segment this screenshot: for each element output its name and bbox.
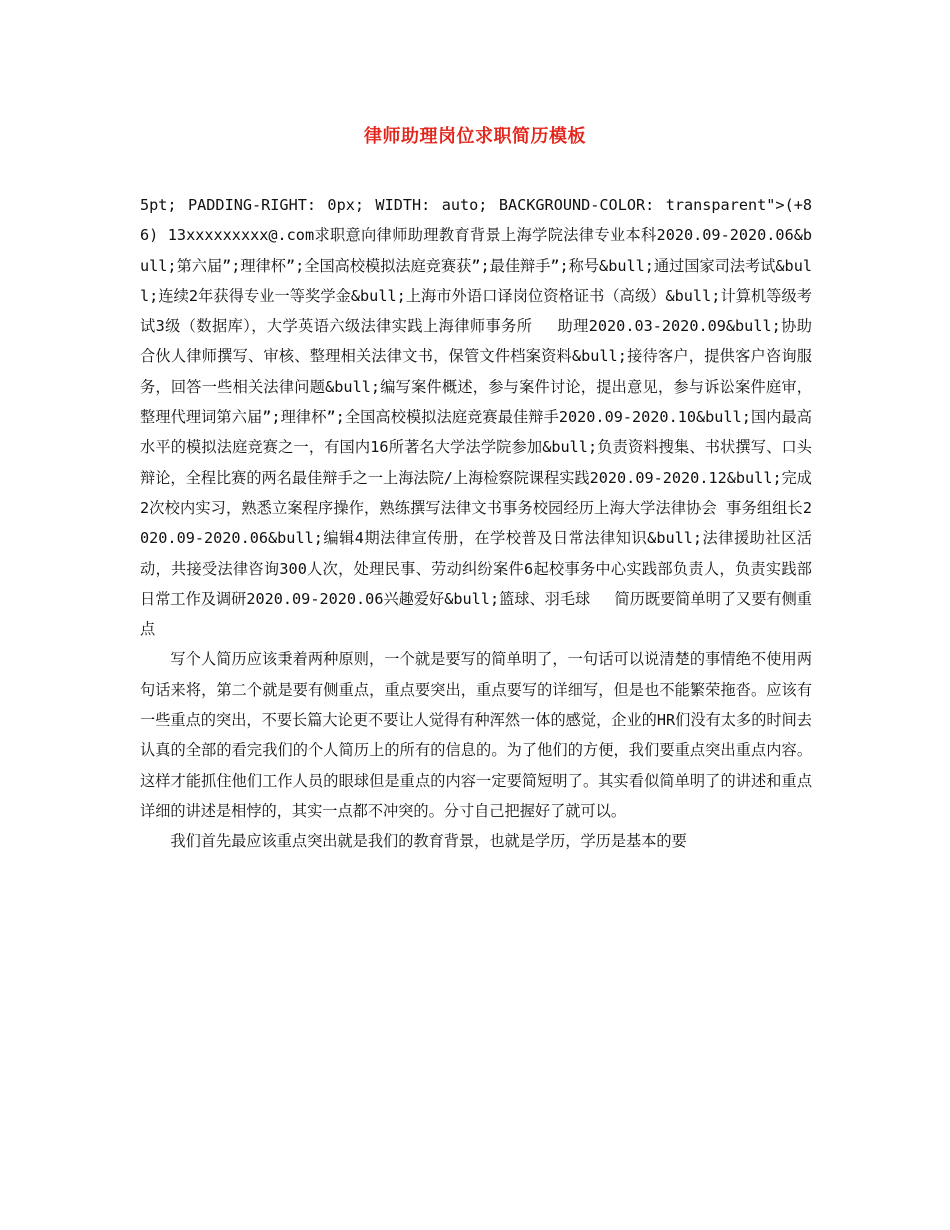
document-title: 律师助理岗位求职简历模板 <box>364 126 586 147</box>
education-advice-paragraph: 我们首先最应该重点突出就是我们的教育背景，也就是学历，学历是基本的要 <box>170 832 687 851</box>
resume-content-paragraph: 5pt; PADDING-RIGHT: 0px; WIDTH: auto; BACKGROUND-COLOR: transparent">(+86) 13xxxxxxxxx@.com求职意向律师助理教育背景上海学院法律专业本科2020.09-2020.06&bull;第六届”;理律杯”;全国高校模拟法庭竞赛获”;最佳辩手”;称号&bull;通过国家司法考试&bull;连续2年获得专业一等奖学金&bull;上海市外语口译岗位资格证书（高级）&bull;计算机等级考试3级（数据库），大学英语六级法律实践上海律师事务所 助理2020.03-2020.09&bull;协助合伙人律师撰写、审核、整理相关法律文书，保管文件档案资料&bull;接待客户，提供客户咨询服务，回答一些相关法律问题&bull;编写案件概述，参与案件讨论，提出意见，参与诉讼案件庭审，整理代理词第六届”;理律杯”;全国高校模拟法庭竞赛最佳辩手2020.09-2020.10&bull;国内最高水平的模拟法庭竞赛之一，有国内16所著名大学法学院参加&bull;负责资料搜集、书状撰写、口头辩论，全程比赛的两名最佳辩手之一上海法院/上海检察院课程实践2020.09-2020.12&bull;完成2次校内实习，熟悉立案程序操作，熟练撰写法律文书事务校园经历上海大学法律协会 事务组组长2020.09-2020.06&bull;编辑4期法律宣传册，在学校普及日常法律知识&bull;法律援助社区活动，共接受法律咨询300人次，处理民事、劳动纠纷案件6起校事务中心实践部负责人，负责实践部日常工作及调研2020.09-2020.06兴趣爱好&bull;篮球、羽毛球 简历既要简单明了又要有侧重点 <box>140 196 812 639</box>
resume-advice-paragraph: 写个人简历应该秉着两种原则，一个就是要写的简单明了，一句话可以说清楚的事情绝不使用两句话来将，第二个就是要有侧重点，重点要突出，重点要写的详细写，但是也不能繁荣拖沓。应该有一些重点的突出，不要长篇大论更不要让人觉得有种浑然一体的感觉，企业的HR们没有太多的时间去认真的全部的看完我们的个人简历上的所有的信息的。为了他们的方便，我们要重点突出重点内容。这样才能抓住他们工作人员的眼球但是重点的内容一定要简短明了。其实看似简单明了的讲述和重点详细的讲述是相悖的，其实一点都不冲突的。分寸自己把握好了就可以。 <box>140 650 812 820</box>
document-body <box>140 190 812 857</box>
